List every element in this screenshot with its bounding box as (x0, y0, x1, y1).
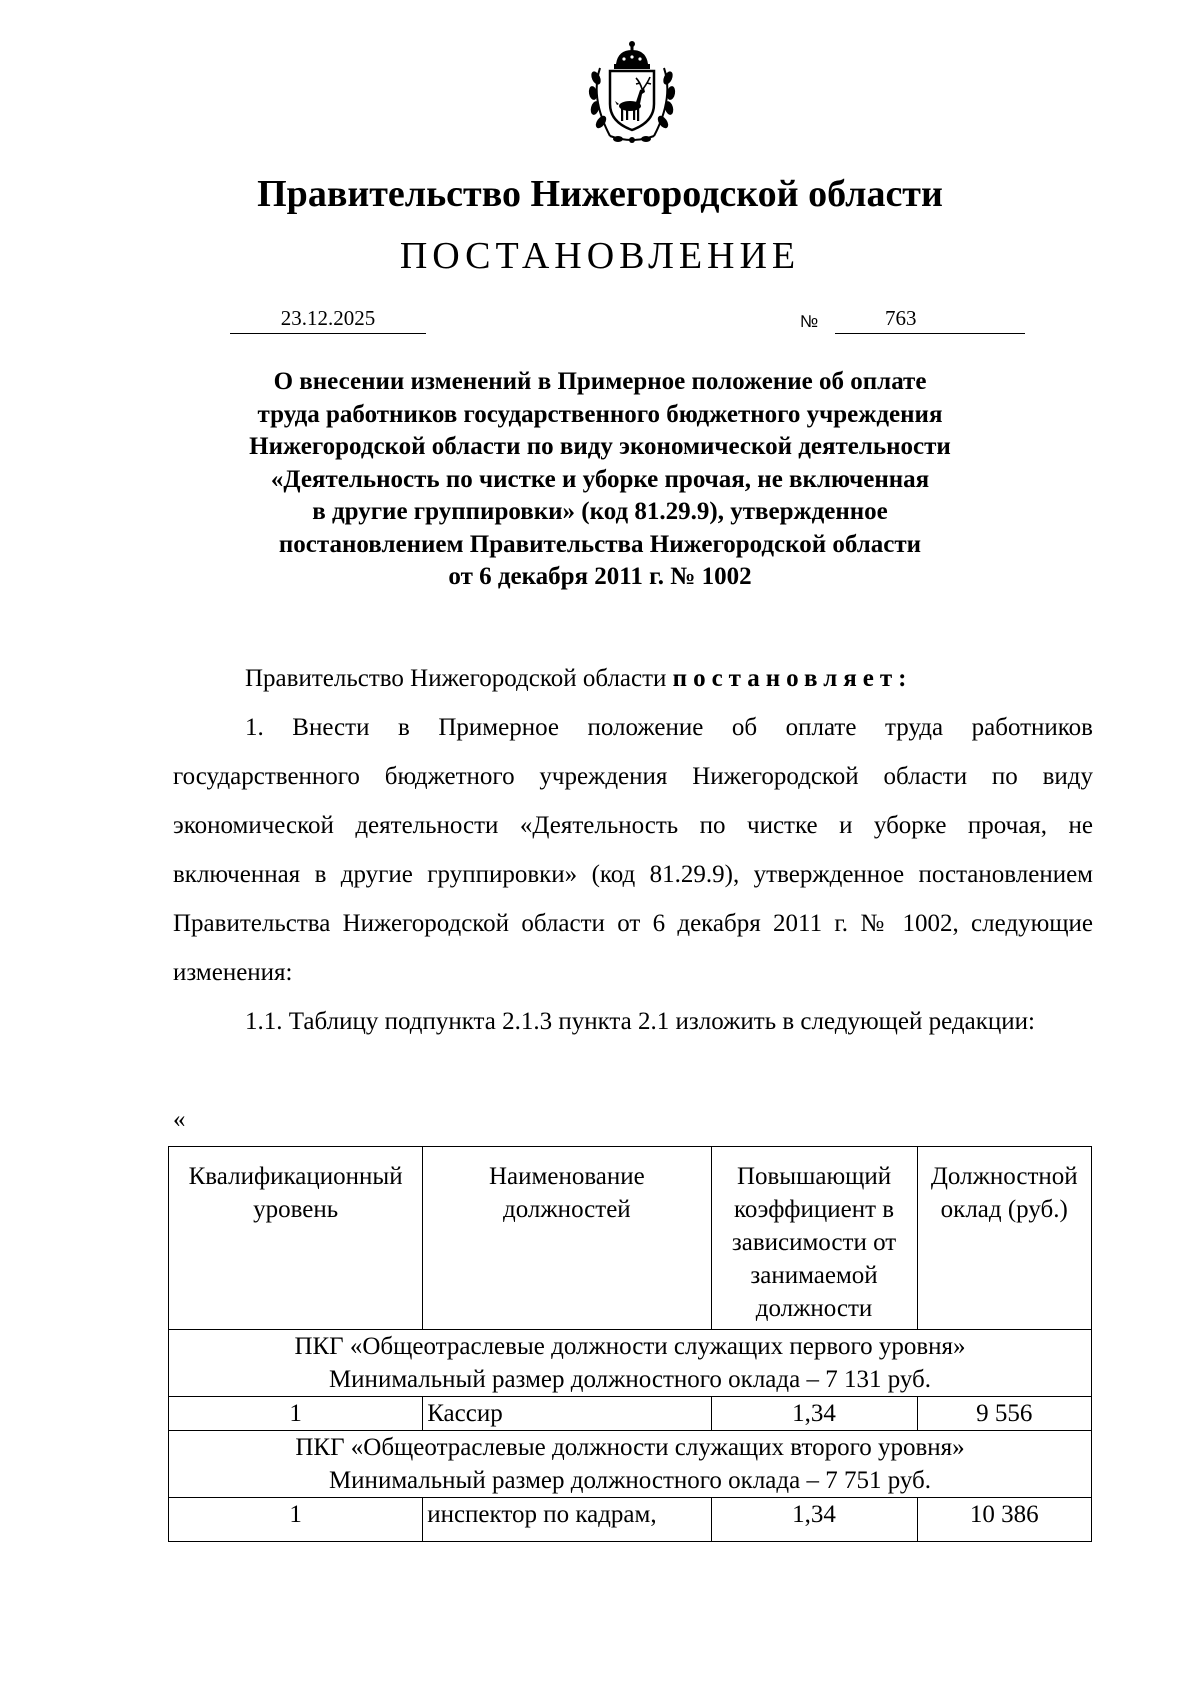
document-number: 763 (885, 306, 917, 330)
opening-quote: « (173, 1106, 186, 1133)
table-group-row (169, 1431, 1092, 1498)
paragraph-1-1: 1.1. Таблицу подпункта 2.1.3 пункта 2.1 изложить в следующей редакции: (245, 1008, 1035, 1035)
title-line: от 6 декабря 2011 г. № 1002 (448, 563, 752, 590)
salary-table (168, 1146, 1092, 1542)
header-position-name: Наименование должностей (423, 1147, 711, 1330)
document-date: 23.12.2025 (230, 303, 426, 334)
header-salary: Должностной оклад (руб.) (917, 1147, 1091, 1330)
document-number-field (835, 303, 1025, 334)
decree-word: постановляет: (672, 665, 913, 692)
table-row (169, 1498, 1092, 1542)
header-qualification-level: Квалификационный уровень (169, 1147, 423, 1330)
title-line: О внесении изменений в Примерное положение об оплате (273, 368, 927, 395)
title-line: труда работников государственного бюджетного учреждения (257, 400, 943, 428)
intro-text: Правительство Нижегородской области (245, 665, 673, 692)
table-header-row (169, 1147, 1092, 1330)
group-heading (169, 1431, 1092, 1498)
number-sign: № (800, 312, 819, 331)
title-line: «Деятельность по чистке и уборке прочая, не включенная (270, 465, 930, 493)
header-coefficient: Повышающий коэффициент в зависимости от занимаемой должности (711, 1147, 917, 1330)
group-heading (169, 1330, 1092, 1397)
cell-salary: 10 386 (917, 1498, 1091, 1542)
organization-name: Правительство Нижегородской области (257, 173, 943, 215)
title-line: Нижегородской области по виду экономической деятельности (249, 433, 951, 460)
title-line: в другие группировки» (код 81.29.9), утвержденное (312, 498, 888, 525)
decree-intro (173, 654, 1093, 703)
nizhny-novgorod-coat-of-arms-icon (570, 38, 694, 146)
cell-coefficient: 1,34 (711, 1498, 917, 1542)
cell-coefficient: 1,34 (711, 1397, 917, 1431)
table-group-row (169, 1330, 1092, 1397)
cell-level: 1 (169, 1397, 423, 1431)
cell-salary: 9 556 (917, 1397, 1091, 1431)
group-title: ПКГ «Общеотраслевые должности служащих второго уровня» (295, 1434, 965, 1461)
cell-position: инспектор по кадрам, (423, 1498, 711, 1542)
group-min-salary: Минимальный размер должностного оклада – 7 751 руб. (328, 1467, 932, 1494)
cell-position: Кассир (423, 1397, 711, 1431)
group-min-salary: Минимальный размер должностного оклада – 7 131 руб. (328, 1366, 932, 1393)
group-title: ПКГ «Общеотраслевые должности служащих первого уровня» (294, 1333, 966, 1360)
document-type: ПОСТАНОВЛЕНИЕ (399, 235, 801, 277)
document-title (150, 366, 1050, 594)
table-row (169, 1397, 1092, 1431)
title-line: постановлением Правительства Нижегородской области (278, 530, 922, 558)
paragraph-1: 1. Внести в Примерное положение об оплате труда работников государственного бюджетного учреждения Нижегородской области по виду экономической деятельности «Деятельность по чистке и уборке прочая, не включенная в другие группировки» (код 81.29.9), утвержденное постановлением Правительства Нижегородской области от 6 декабря 2011 г. № 1002, следующие изменения: (173, 714, 1093, 986)
cell-level: 1 (169, 1498, 423, 1542)
